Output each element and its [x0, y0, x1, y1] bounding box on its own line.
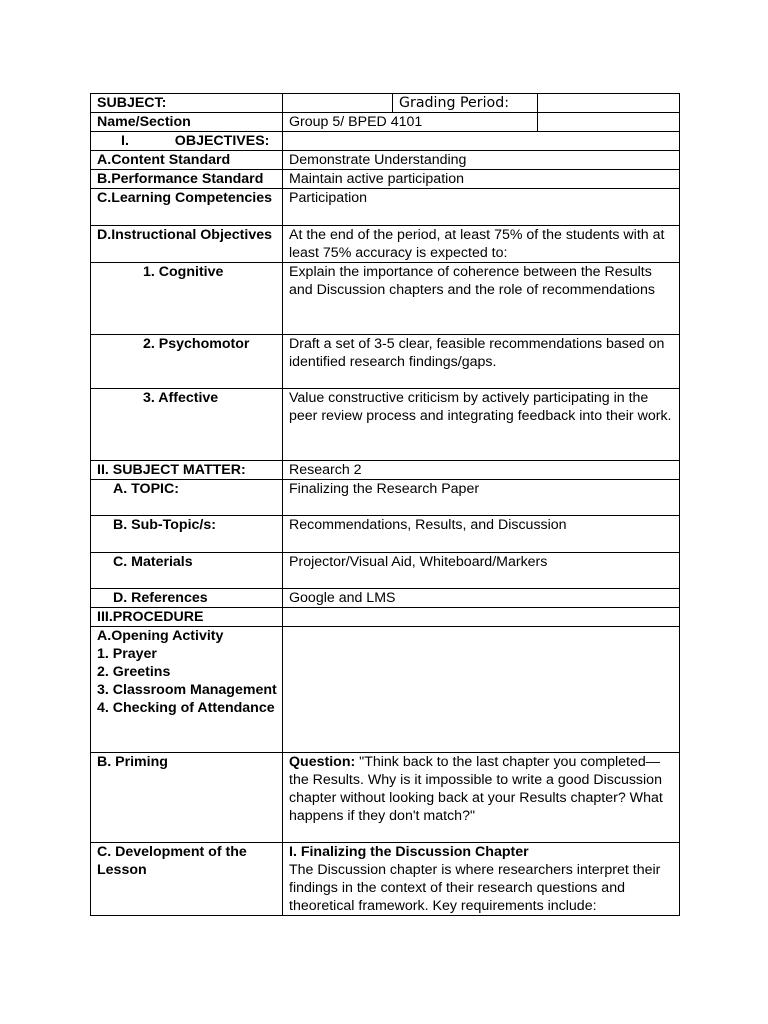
topic-value: Finalizing the Research Paper [283, 480, 680, 516]
content-standard-label: A.Content Standard [91, 151, 283, 170]
opening-activity-classroom-management: 3. Classroom Management [97, 682, 277, 698]
priming-value [283, 753, 680, 843]
procedure-heading-value [283, 608, 680, 627]
subtopic-label: B. Sub-Topic/s: [91, 516, 283, 553]
opening-activity-attendance: 4. Checking of Attendance [97, 700, 275, 716]
topic-label: A. TOPIC: [91, 480, 283, 516]
objectives-heading-number: I. [121, 133, 129, 149]
subject-row [91, 94, 680, 113]
development-text: The Discussion chapter is where researchers interpret their findings in the context of their research questions and theoretical framework. Key requirements include: [289, 862, 661, 914]
subject-matter-row [91, 461, 680, 480]
materials-row [91, 553, 680, 589]
priming-row [91, 753, 680, 843]
subject-matter-value: Research 2 [283, 461, 680, 480]
instructional-objectives-value: At the end of the period, at least 75% of the students with at least 75% accuracy is expected to: [283, 226, 680, 263]
opening-activity-greetings: 2. Greetins [97, 664, 171, 680]
priming-label: B. Priming [91, 753, 283, 843]
objectives-heading-text: OBJECTIVES: [174, 133, 270, 149]
objectives-heading-row [91, 132, 680, 151]
cognitive-label: 1. Cognitive [91, 263, 283, 335]
opening-activity-prayer: 1. Prayer [97, 646, 157, 662]
subject-label: SUBJECT: [91, 94, 283, 113]
grading-period-value [538, 94, 680, 113]
procedure-heading-row [91, 608, 680, 627]
grading-period-label: Grading Period: [393, 94, 538, 113]
psychomotor-value: Draft a set of 3-5 clear, feasible recommendations based on identified research findings/gaps. [283, 335, 680, 389]
subject-matter-label: II. SUBJECT MATTER: [91, 461, 283, 480]
development-row [91, 843, 680, 916]
objectives-heading-value [283, 132, 680, 151]
subtopic-value: Recommendations, Results, and Discussion [283, 516, 680, 553]
lesson-plan-table [90, 93, 680, 916]
cognitive-row [91, 263, 680, 335]
development-label: C. Development of the Lesson [91, 843, 283, 916]
performance-standard-label: B.Performance Standard [91, 170, 283, 189]
development-heading: I. Finalizing the Discussion Chapter [289, 844, 529, 860]
opening-activity-title: A.Opening Activity [97, 628, 224, 644]
references-label: D. References [91, 589, 283, 608]
opening-activity-value [283, 627, 680, 753]
cognitive-value: Explain the importance of coherence between the Results and Discussion chapters and the role of recommendations [283, 263, 680, 335]
performance-standard-value: Maintain active participation [283, 170, 680, 189]
psychomotor-label: 2. Psychomotor [91, 335, 283, 389]
psychomotor-row [91, 335, 680, 389]
instructional-objectives-label: D.Instructional Objectives [91, 226, 283, 263]
name-section-extra [538, 113, 680, 132]
opening-activity-row [91, 627, 680, 753]
learning-competencies-value: Participation [283, 189, 680, 226]
procedure-heading: III.PROCEDURE [91, 608, 283, 627]
content-standard-row [91, 151, 680, 170]
affective-value: Value constructive criticism by actively participating in the peer review process and integrating feedback into their work. [283, 389, 680, 461]
references-row [91, 589, 680, 608]
priming-question-text: "Think back to the last chapter you completed—the Results. Why is it impossible to write a good Discussion chapter without looking back at your Results chapter? What happens if they don't match?" [289, 754, 663, 824]
learning-competencies-row [91, 189, 680, 226]
name-section-value: Group 5/ BPED 4101 [283, 113, 538, 132]
references-value: Google and LMS [283, 589, 680, 608]
opening-activity-cell [91, 627, 283, 753]
objectives-heading [91, 132, 283, 151]
instructional-objectives-row [91, 226, 680, 263]
materials-value: Projector/Visual Aid, Whiteboard/Markers [283, 553, 680, 589]
priming-question-label: Question: [289, 754, 356, 770]
affective-row [91, 389, 680, 461]
learning-competencies-label: C.Learning Competencies [91, 189, 283, 226]
name-section-label: Name/Section [91, 113, 283, 132]
name-section-row [91, 113, 680, 132]
subject-value [283, 94, 393, 113]
subtopic-row [91, 516, 680, 553]
development-value [283, 843, 680, 916]
content-standard-value: Demonstrate Understanding [283, 151, 680, 170]
materials-label: C. Materials [91, 553, 283, 589]
topic-row [91, 480, 680, 516]
performance-standard-row [91, 170, 680, 189]
affective-label: 3. Affective [91, 389, 283, 461]
